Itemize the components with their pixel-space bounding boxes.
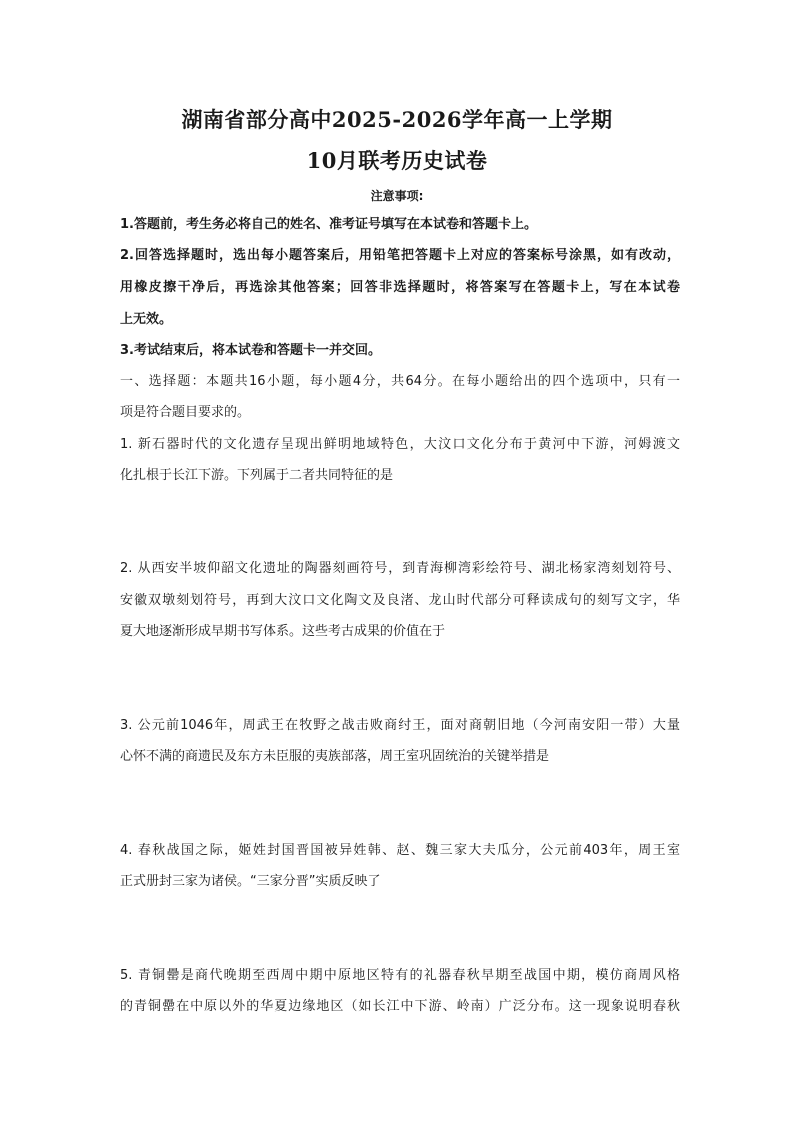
notice-2-line3: 上无效。 [120, 312, 173, 327]
notice-2-line2: 用橡皮擦干净后，再选涂其他答案；回答非选择题时，将答案写在答题卡上，写在本试卷 [120, 280, 680, 295]
section-instructions-line2: 项是符合题目要求的。 [120, 405, 251, 420]
notice-1: 1.答题前，考生务必将自己的姓名、准考证号填写在本试卷和答题卡上。 [120, 217, 537, 232]
q3-stem-line2: 心怀不满的商遗民及东方未臣服的夷族部落，周王室巩固统治的关键举措是 [120, 749, 550, 764]
q1-stem-line2: 化扎根于长江下游。下列属于二者共同特征的是 [120, 468, 394, 483]
q1-stem-line1: 1. 新石器时代的文化遗存呈现出鲜明地域特色，大汶口文化分布于黄河中下游，河姆渡文 [120, 437, 680, 452]
exam-title-line1: 湖南省部分高中2025-2026学年高一上学期 [181, 107, 613, 132]
q5-stem-line2: 的青铜罍在中原以外的华夏边缘地区（如长江中下游、岭南）广泛分布。这一现象说明春秋 [120, 999, 680, 1014]
q2-stem-line3: 夏大地逐渐形成早期书写体系。这些考古成果的价值在于 [120, 624, 446, 639]
notice-3: 3.考试结束后，将本试卷和答题卡一并交回。 [120, 343, 381, 358]
notice-heading: 注意事项: [370, 189, 424, 203]
notice-2-line1: 2.回答选择题时，选出每小题答案后，用铅笔把答题卡上对应的答案标号涂黑，如有改动， [120, 248, 680, 263]
q4-stem-line2: 正式册封三家为诸侯。“三家分晋”实质反映了 [120, 874, 381, 889]
q4-stem-line1: 4. 春秋战国之际，姬姓封国晋国被异姓韩、赵、魏三家大夫瓜分，公元前403年，周王室 [120, 843, 680, 858]
exam-title-line2: 10月联考历史试卷 [306, 148, 488, 173]
q3-stem-line1: 3. 公元前1046年，周武王在牧野之战击败商纣王，面对商朝旧地（今河南安阳一带）大量 [120, 718, 680, 733]
q2-stem-line2: 安徽双墩刻划符号，再到大汶口文化陶文及良渚、龙山时代部分可释读成句的刻写文字，华 [120, 593, 680, 608]
q2-stem-line1: 2. 从西安半坡仰韶文化遗址的陶器刻画符号，到青海柳湾彩绘符号、湖北杨家湾刻划符号、 [120, 561, 680, 576]
section-instructions-line1: 一、选择题：本题共16小题，每小题4分，共64分。在每小题给出的四个选项中，只有一 [120, 374, 680, 389]
q5-stem-line1: 5. 青铜罍是商代晚期至西周中期中原地区特有的礼器春秋早期至战国中期，模仿商周风格 [120, 968, 680, 983]
